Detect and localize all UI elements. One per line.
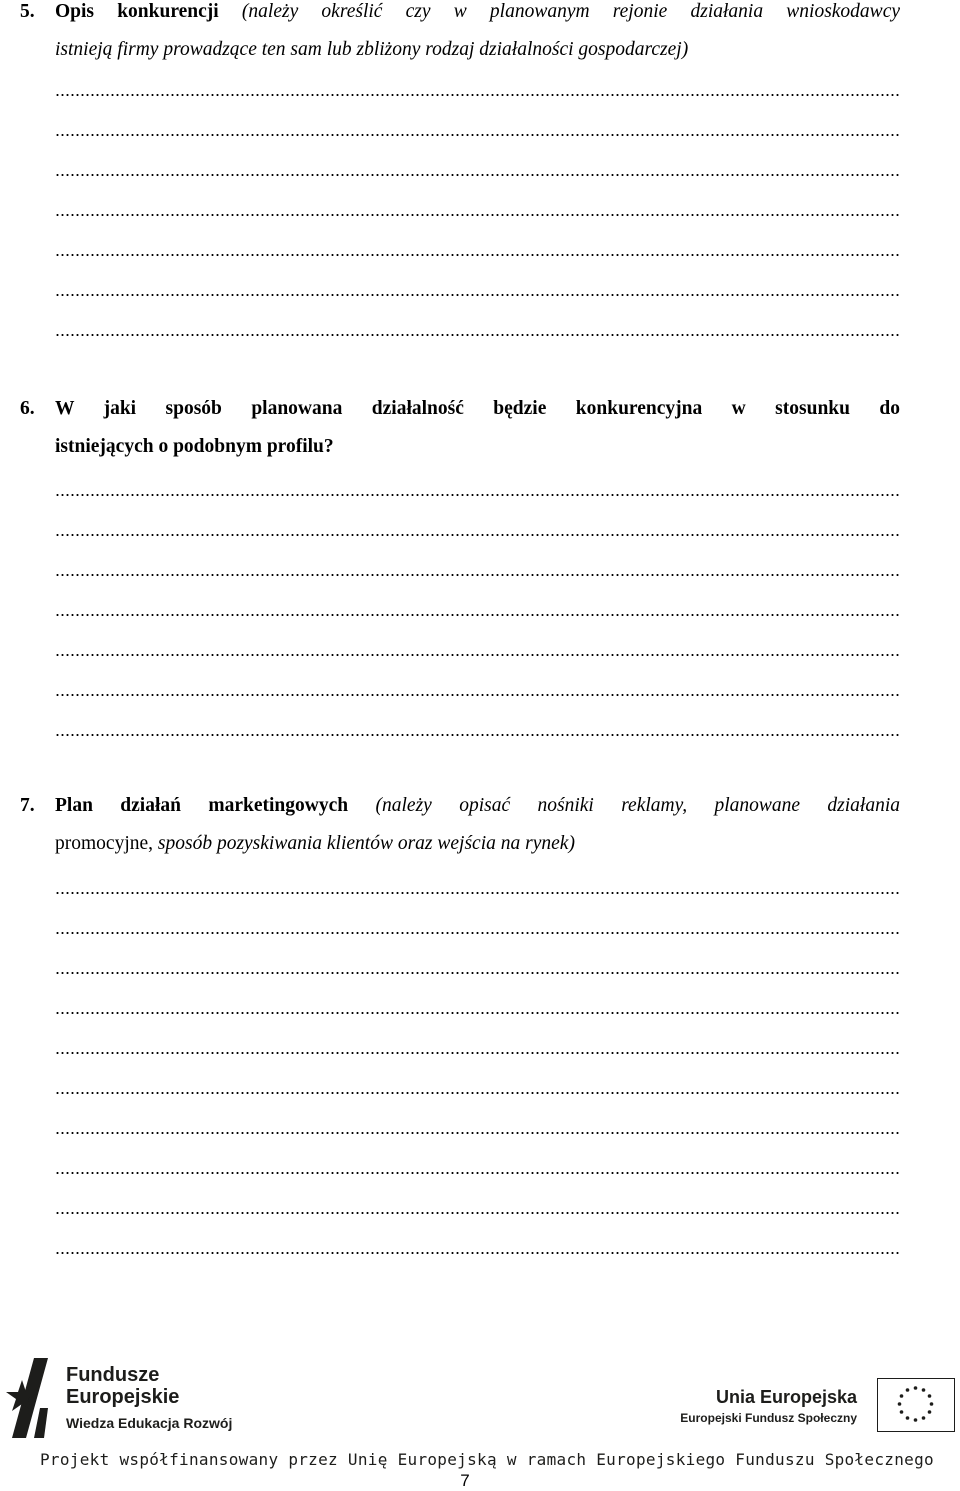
answer-line[interactable] [55, 1052, 900, 1054]
section-5-number: 5. [20, 1, 35, 22]
answer-line[interactable] [55, 174, 900, 176]
answer-line[interactable] [55, 254, 900, 256]
answer-line[interactable] [55, 972, 900, 974]
section-7-number: 7. [20, 795, 35, 816]
fe-logo-text [66, 1364, 179, 1408]
project-cofinancing-text: Projekt współfinansowany przez Unię Europejską w ramach Europejskiego Funduszu Społecznego [40, 1450, 934, 1469]
page-number: 7 [460, 1471, 470, 1490]
section-5-title: Opis konkurencji [55, 1, 219, 22]
answer-line[interactable] [55, 892, 900, 894]
section-7-title: Plan działań marketingowych [55, 795, 349, 816]
answer-line[interactable] [55, 1172, 900, 1174]
answer-line[interactable] [55, 494, 900, 496]
section-7-text [55, 787, 900, 863]
answer-line[interactable] [55, 214, 900, 216]
answer-line[interactable] [55, 534, 900, 536]
ue-subtitle: Europejski Fundusz Społeczny [680, 1411, 857, 1425]
answer-line[interactable] [55, 1252, 900, 1254]
section-6-line-1: W jaki sposób planowana działalność będzie konkurencyjna w stosunku do [55, 398, 900, 419]
answer-line[interactable] [55, 574, 900, 576]
answer-line[interactable] [55, 654, 900, 656]
answer-line[interactable] [55, 294, 900, 296]
section-5-note-1: (należy określić czy w planowanym rejonie działania wnioskodawcy [241, 1, 900, 22]
answer-line[interactable] [55, 94, 900, 96]
fe-logo-line-2: Europejskie [66, 1386, 180, 1408]
section-7-note-1: (należy opisać nośniki reklamy, planowane działania [375, 795, 901, 816]
answer-line[interactable] [55, 1132, 900, 1134]
answer-line[interactable] [55, 1012, 900, 1014]
answer-line[interactable] [55, 694, 900, 696]
fe-logo-sub: Wiedza Edukacja Rozwój [66, 1415, 233, 1431]
answer-line[interactable] [55, 932, 900, 934]
answer-line[interactable] [55, 734, 900, 736]
section-5-note-2: istnieją firmy prowadzące ten sam lub zbliżony rodzaj działalności gospodarczej) [55, 39, 689, 60]
fe-logo-line-1: Fundusze [66, 1364, 160, 1386]
page-footer [0, 1350, 960, 1488]
answer-line[interactable] [55, 1092, 900, 1094]
section-5-text [55, 0, 900, 69]
fundusze-europejskie-logo-icon [4, 1358, 56, 1438]
section-6-number: 6. [20, 398, 35, 419]
answer-line[interactable] [55, 334, 900, 336]
ue-title: Unia Europejska [715, 1387, 857, 1407]
section-7-note-2-italic: sposób pozyskiwania klientów oraz wejścia na rynek) [157, 833, 575, 854]
eu-flag-icon [877, 1378, 955, 1432]
answer-line[interactable] [55, 134, 900, 136]
answer-line[interactable] [55, 1212, 900, 1214]
section-6-text [55, 390, 900, 466]
answer-line[interactable] [55, 614, 900, 616]
section-7-note-2-plain: promocyjne, [55, 833, 154, 854]
section-6-line-2: istniejących o podobnym profilu? [55, 436, 334, 457]
